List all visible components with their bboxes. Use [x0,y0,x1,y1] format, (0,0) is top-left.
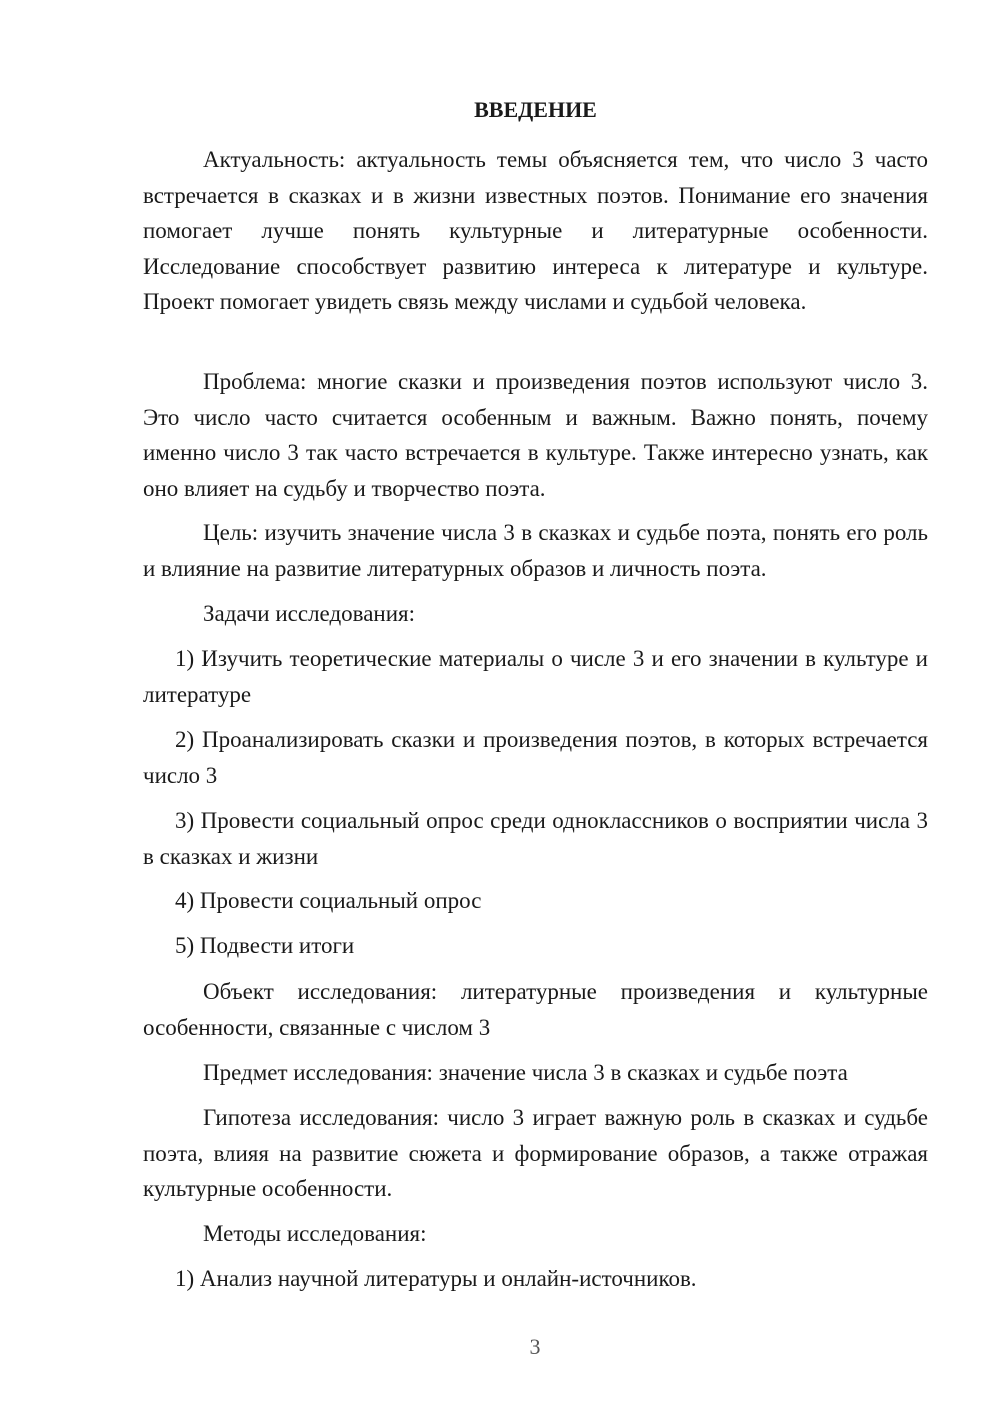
paragraph-methods-heading: Методы исследования: [203,1221,427,1246]
paragraph-subject: Предмет исследования: значение числа 3 в сказках и судьбе поэта [203,1060,848,1085]
list-item: 4) Провести социальный опрос [175,888,482,913]
paragraph-problem: Проблема: многие сказки и произведения поэтов используют число 3. Это число часто считается особенным и важным. Важно понять, почему именно число 3 так часто встречается в культуре. Также интересно узнать, как оно влияет на судьбу и творчество поэта. [143,369,928,501]
list-item: 3) Провести социальный опрос среди одноклассников о восприятии числа 3 в сказках и жизни [143,808,928,869]
list-item: 1) Анализ научной литературы и онлайн-источников. [175,1266,697,1291]
paragraph-object: Объект исследования: литературные произведения и культурные особенности, связанные с числом 3 [143,979,928,1040]
section-title: ВВЕДЕНИЕ [474,97,597,122]
list-item: 2) Проанализировать сказки и произведения поэтов, в которых встречается число 3 [143,727,928,788]
list-item: 5) Подвести итоги [175,933,355,958]
paragraph-hypothesis: Гипотеза исследования: число 3 играет важную роль в сказках и судьбе поэта, влияя на развитие сюжета и формирование образов, а также отражая культурные особенности. [143,1105,928,1201]
paragraph-tasks-heading: Задачи исследования: [203,601,416,626]
paragraph-relevance: Актуальность: актуальность темы объясняется тем, что число 3 часто встречается в сказках и в жизни известных поэтов. Понимание его значения помогает лучше понять культурные и литературные особенности. Исследование способствует развитию интереса к литературе и культуре. Проект помогает увидеть связь между числами и судьбой человека. [143,147,928,314]
list-item: 1) Изучить теоретические материалы о числе 3 и его значении в культуре и литературе [143,646,928,707]
page-number: 3 [529,1334,541,1359]
paragraph-goal: Цель: изучить значение числа 3 в сказках и судьбе поэта, понять его роль и влияние на развитие литературных образов и личность поэта. [143,520,928,581]
